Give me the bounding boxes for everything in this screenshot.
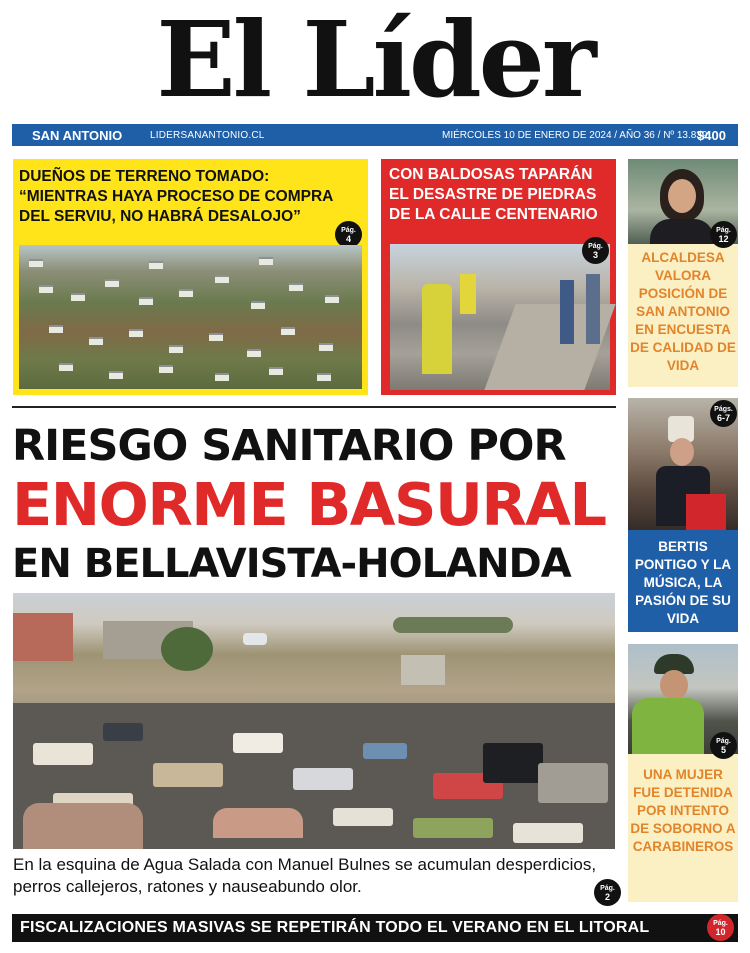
story-terreno-headline: DUEÑOS DE TERRENO TOMADO: “MIENTRAS HAYA PROCESO DE COMPRA DEL SERVIU, NO HABRÁ DESALOJO” bbox=[19, 168, 333, 225]
main-headline[interactable] bbox=[12, 418, 616, 592]
issue-date: MIÉRCOLES 10 DE ENERO DE 2024 / AÑO 36 / Nº 13.839 bbox=[442, 129, 708, 141]
page-ref-label: Págs. bbox=[714, 406, 733, 413]
sidebar-story-bertis-headline: BERTIS PONTIGO Y LA MÚSICA, LA PASIÓN DE SU VIDA bbox=[634, 539, 732, 626]
website-link[interactable]: LIDERSANANTONIO.CL bbox=[150, 129, 265, 141]
sidebar-story-mujer-headline: UNA MUJER FUE DETENIDA POR INTENTO DE SOBORNO A CARABINEROS bbox=[630, 767, 736, 854]
sidebar-story-mujer[interactable] bbox=[628, 644, 738, 902]
page-ref-number: 10 bbox=[715, 927, 726, 937]
edition-section: SAN ANTONIO bbox=[32, 127, 123, 143]
page-ref-badge bbox=[707, 914, 734, 941]
page-ref-number: 3 bbox=[592, 250, 598, 260]
page-ref-label: Pág. bbox=[716, 227, 731, 234]
page-ref-number: 12 bbox=[718, 234, 729, 244]
main-headline-line-1: RIESGO SANITARIO POR bbox=[12, 421, 566, 471]
page-ref-badge bbox=[710, 221, 737, 248]
page-ref-badge bbox=[335, 221, 362, 248]
page-ref-badge bbox=[710, 400, 737, 427]
story-baldosas[interactable] bbox=[381, 159, 616, 395]
street-works-photo bbox=[390, 244, 610, 390]
story-baldosas-headline: CON BALDOSAS TAPARÁN EL DESASTRE DE PIEDRAS DE LA CALLE CENTENARIO bbox=[389, 166, 598, 223]
page-ref-badge bbox=[710, 732, 737, 759]
page-ref-number: 2 bbox=[604, 892, 610, 902]
bottom-headline: FISCALIZACIONES MASIVAS SE REPETIRÁN TODO EL VERANO EN EL LITORAL bbox=[20, 919, 650, 936]
page-ref-label: Pág. bbox=[600, 885, 615, 892]
bottom-headline-strip[interactable] bbox=[12, 914, 738, 942]
info-bar bbox=[12, 124, 738, 146]
page-ref-label: Pág. bbox=[713, 920, 728, 927]
page-ref-number: 4 bbox=[345, 234, 351, 244]
page-ref-label: Pág. bbox=[341, 227, 356, 234]
story-terreno[interactable] bbox=[13, 159, 368, 395]
page-ref-label: Pág. bbox=[716, 738, 731, 745]
page-ref-badge bbox=[582, 237, 609, 264]
sidebar-story-alcaldesa-headline: ALCALDESA VALORA POSICIÓN DE SAN ANTONIO EN ENCUESTA DE CALIDAD DE VIDA bbox=[630, 250, 736, 373]
sidebar-story-alcaldesa[interactable] bbox=[628, 159, 738, 387]
page-ref-number: 5 bbox=[720, 745, 726, 755]
main-headline-line-2: ENORME BASURAL bbox=[12, 470, 606, 539]
masthead bbox=[0, 0, 750, 120]
garbage-dump-photo bbox=[13, 593, 615, 849]
cover-price: $400 bbox=[697, 127, 726, 143]
page-ref-label: Pág. bbox=[588, 243, 603, 250]
main-photo-caption: En la esquina de Agua Salada con Manuel Bulnes se acumulan desperdicios, perros callejeros, ratones y nauseabundo olor. bbox=[13, 855, 597, 896]
section-divider bbox=[12, 406, 616, 408]
aerial-settlement-photo bbox=[19, 245, 362, 389]
newspaper-logo: El Líder bbox=[156, 0, 594, 121]
page-ref-number: 6-7 bbox=[716, 413, 730, 423]
main-headline-line-3: EN BELLAVISTA-HOLANDA bbox=[12, 541, 571, 587]
sidebar-story-bertis[interactable] bbox=[628, 398, 738, 632]
